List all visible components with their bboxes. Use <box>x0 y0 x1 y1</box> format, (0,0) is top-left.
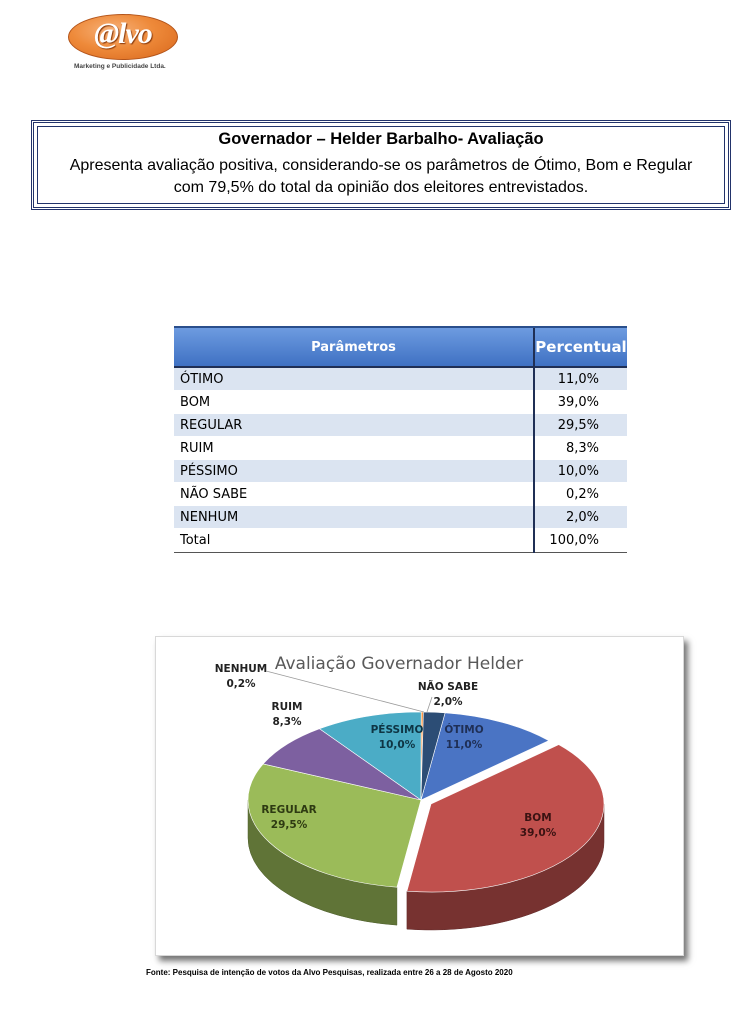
row-label: BOM <box>174 391 534 414</box>
leader-line-nao-sabe <box>427 697 432 712</box>
row-label: RUIM <box>174 437 534 460</box>
pie-chart-frame <box>155 636 684 956</box>
pie-value-bom: 39,0% <box>519 827 557 839</box>
table-row <box>174 414 627 437</box>
row-value: 11,0% <box>534 367 627 391</box>
evaluation-table <box>174 326 627 553</box>
table-row <box>174 437 627 460</box>
row-label: REGULAR <box>174 414 534 437</box>
summary-box <box>31 120 731 210</box>
row-value: 29,5% <box>534 414 627 437</box>
pie-value-regular: 29,5% <box>270 819 308 831</box>
total-value: 100,0% <box>534 529 627 553</box>
pie-label-bom: BOM <box>524 812 552 824</box>
source-note: Fonte: Pesquisa de intenção de votos da Alvo Pesquisas, realizada entre 26 a 28 de Agosto 2020 <box>146 968 513 977</box>
table-row <box>174 483 627 506</box>
table-header-row <box>174 327 627 367</box>
pie-label-regular: REGULAR <box>261 804 317 816</box>
pie-label-ótimo: ÓTIMO <box>444 724 484 736</box>
pie-label-ruim: RUIM <box>271 701 303 713</box>
row-value: 0,2% <box>534 483 627 506</box>
row-label: PÉSSIMO <box>174 460 534 483</box>
pie-value-péssimo: 10,0% <box>378 739 416 751</box>
table-row <box>174 391 627 414</box>
logo-text: @lvo <box>94 17 152 50</box>
pie-label-não-sabe: NÃO SABE <box>417 681 479 693</box>
page-title: Governador – Helder Barbalho- Avaliação <box>218 130 544 148</box>
table-row <box>174 506 627 529</box>
chart-title: Avaliação Governador Helder <box>274 654 524 674</box>
row-label: NÃO SABE <box>174 483 534 506</box>
column-header-percent: Percentual <box>534 327 627 367</box>
row-value: 39,0% <box>534 391 627 414</box>
total-label: Total <box>174 529 534 553</box>
row-value: 8,3% <box>534 437 627 460</box>
pie-chart <box>156 637 683 955</box>
logo-tagline: Marketing e Publicidade Ltda. <box>74 63 166 70</box>
column-header-param: Parâmetros <box>174 327 534 367</box>
pie-label-péssimo: PÉSSIMO <box>370 724 424 736</box>
row-label: NENHUM <box>174 506 534 529</box>
table-total-row <box>174 529 627 553</box>
pie-value-ruim: 8,3% <box>272 716 302 728</box>
pie-value-nenhum: 0,2% <box>226 678 256 690</box>
pie-label-nenhum: NENHUM <box>214 663 268 675</box>
summary-text: Apresenta avaliação positiva, considerando-se os parâmetros de Ótimo, Bom e Regular com 79,5% do total da opinião dos eleitores entrevistados. <box>69 157 693 196</box>
pie-value-não-sabe: 2,0% <box>433 696 463 708</box>
row-value: 2,0% <box>534 506 627 529</box>
pie-value-ótimo: 11,0% <box>445 739 483 751</box>
table-row <box>174 367 627 391</box>
table-row <box>174 460 627 483</box>
row-label: ÓTIMO <box>174 367 534 391</box>
company-logo <box>68 14 180 74</box>
row-value: 10,0% <box>534 460 627 483</box>
